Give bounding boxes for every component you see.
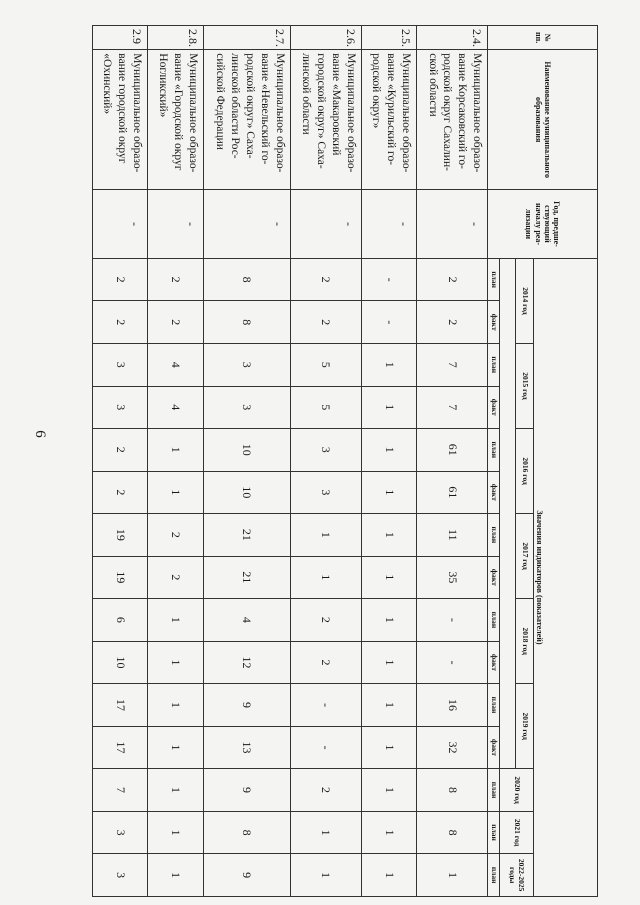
header-spacer [500,258,516,768]
indicator-value: 2 [93,429,148,472]
indicator-value: 21 [203,556,290,599]
indicator-value: 2 [290,301,361,344]
indicator-value: 2 [148,514,203,557]
indicator-value: 1 [361,684,416,727]
year-before-value: - [93,190,148,259]
indicator-value: 1 [417,854,488,897]
indicator-value: 8 [203,301,290,344]
indicator-value: 2 [290,769,361,812]
header-year: 2021 год [500,811,534,854]
indicator-value: 2 [417,258,488,301]
indicator-value: 19 [93,514,148,557]
municipality-name: Муниципальное образо-вание городской округ «Охинский» [93,50,148,190]
indicator-value: 10 [203,471,290,514]
header-plan: план [488,811,500,854]
row-number: 2.6. [290,26,361,50]
indicator-value: 8 [203,811,290,854]
table-row [361,26,416,897]
indicator-value: 3 [93,343,148,386]
header-fact: факт [488,726,500,769]
indicator-value: 2 [93,258,148,301]
indicator-value: 1 [361,429,416,472]
indicator-value: 10 [203,429,290,472]
indicator-value: 1 [148,599,203,642]
indicator-value: 16 [417,684,488,727]
indicator-value: 2 [93,301,148,344]
indicator-value: 2 [148,556,203,599]
indicator-value: 9 [203,854,290,897]
row-number: 2.7. [203,26,290,50]
indicator-value: 4 [148,343,203,386]
municipality-name: Муниципальное образо-вание «Макаровский городской округ» Саха-линской области [290,50,361,190]
table-row [203,26,290,897]
indicator-value: 7 [417,386,488,429]
page-number: 6 [32,430,48,438]
indicator-value: 2 [148,301,203,344]
year-before-value: - [148,190,203,259]
indicator-value: 1 [361,726,416,769]
header-row-1 [534,26,598,897]
indicator-value: 7 [417,343,488,386]
indicator-value: 1 [290,556,361,599]
indicator-value: 8 [203,258,290,301]
header-year: 2016 год [516,429,534,514]
header-fact: факт [488,556,500,599]
table-container [92,25,598,897]
indicators-table [92,25,598,897]
municipality-name: Муниципальное образо-вание «Невельский го-родской округ» Саха-линской области Рос-сийской Федерации [203,50,290,190]
municipality-name: Муниципальное образо-вание «Городской округ Ногликский» [148,50,203,190]
header-year-before: Год, предше-ствующий началу реа-лизации [488,190,598,259]
indicator-value: - [417,599,488,642]
indicator-value: 9 [203,769,290,812]
header-fact: факт [488,301,500,344]
indicator-value: 1 [361,769,416,812]
indicator-value: 1 [361,386,416,429]
indicator-value: 2 [93,471,148,514]
indicator-value: 8 [417,811,488,854]
row-number: 2.8. [148,26,203,50]
indicator-value: 13 [203,726,290,769]
indicator-value: 1 [148,684,203,727]
indicator-value: 6 [93,599,148,642]
indicator-value: 1 [290,811,361,854]
indicator-value: 1 [361,599,416,642]
indicator-value: 1 [361,343,416,386]
row-number: 2.9 [93,26,148,50]
indicator-value: - [417,641,488,684]
indicator-value: 4 [148,386,203,429]
indicator-value: 3 [203,343,290,386]
indicator-value: 2 [290,599,361,642]
indicator-value: 2 [417,301,488,344]
table-row [290,26,361,897]
indicator-value: 3 [290,429,361,472]
header-year: 2017 год [516,514,534,599]
indicator-value: - [361,258,416,301]
indicator-value: 19 [93,556,148,599]
indicator-value: 5 [290,386,361,429]
indicator-value: 32 [417,726,488,769]
municipality-name: Муниципальное образо-вание «Курильский го-родской округ» [361,50,416,190]
row-number: 2.4. [417,26,488,50]
header-plan: план [488,854,500,897]
indicator-value: 1 [148,471,203,514]
indicator-value: 2 [290,641,361,684]
indicator-value: 8 [417,769,488,812]
indicator-value: 3 [93,386,148,429]
indicator-value: 3 [93,854,148,897]
indicator-value: 1 [361,514,416,557]
year-before-value: - [417,190,488,259]
header-fact: факт [488,386,500,429]
year-before-value: - [203,190,290,259]
indicator-value: 3 [290,471,361,514]
header-plan: план [488,599,500,642]
header-indicators: Значения индикаторов (показателей) [534,258,598,896]
indicator-value: - [290,684,361,727]
header-plan: план [488,258,500,301]
indicator-value: 1 [148,769,203,812]
header-year: 2015 год [516,343,534,428]
indicator-value: 12 [203,641,290,684]
indicator-value: 61 [417,429,488,472]
indicator-value: 3 [93,811,148,854]
header-plan: план [488,429,500,472]
indicator-value: - [290,726,361,769]
indicator-value: 1 [290,854,361,897]
header-fact: факт [488,641,500,684]
year-before-value: - [290,190,361,259]
header-year: 2018 год [516,599,534,684]
indicator-value: 1 [361,556,416,599]
header-year: 2014 год [516,258,534,343]
header-num: № пп. [488,26,598,50]
indicator-value: 1 [148,811,203,854]
header-name: Наименование муниципального образования [488,50,598,190]
indicator-value: 1 [361,641,416,684]
header-fact: факт [488,471,500,514]
indicator-value: 7 [93,769,148,812]
indicator-value: 17 [93,684,148,727]
indicator-value: 1 [148,429,203,472]
row-number: 2.5. [361,26,416,50]
indicator-value: 9 [203,684,290,727]
indicator-value: 1 [361,811,416,854]
indicator-value: 17 [93,726,148,769]
header-year: 2022-2025 годы [500,854,534,897]
table-row [148,26,203,897]
indicator-value: 10 [93,641,148,684]
municipality-name: Муниципальное образо-вание Корсаковский го-родской округ Сахалин-ской области [417,50,488,190]
indicator-value: 1 [148,854,203,897]
header-year: 2019 год [516,684,534,769]
indicator-value: 1 [361,471,416,514]
year-before-value: - [361,190,416,259]
indicator-value: 1 [148,641,203,684]
indicator-value: 1 [290,514,361,557]
indicator-value: 1 [148,726,203,769]
rotated-table-wrapper [92,25,598,897]
header-plan: план [488,769,500,812]
indicator-value: 2 [148,258,203,301]
indicator-value: - [361,301,416,344]
header-year: 2020 год [500,769,534,812]
indicator-value: 21 [203,514,290,557]
indicator-value: 35 [417,556,488,599]
indicator-value: 2 [290,258,361,301]
indicator-value: 5 [290,343,361,386]
indicator-value: 3 [203,386,290,429]
indicator-value: 4 [203,599,290,642]
header-plan: план [488,684,500,727]
header-plan: план [488,343,500,386]
table-row [93,26,148,897]
table-row [417,26,488,897]
indicator-value: 61 [417,471,488,514]
header-plan: план [488,514,500,557]
indicator-value: 1 [361,854,416,897]
indicator-value: 11 [417,514,488,557]
